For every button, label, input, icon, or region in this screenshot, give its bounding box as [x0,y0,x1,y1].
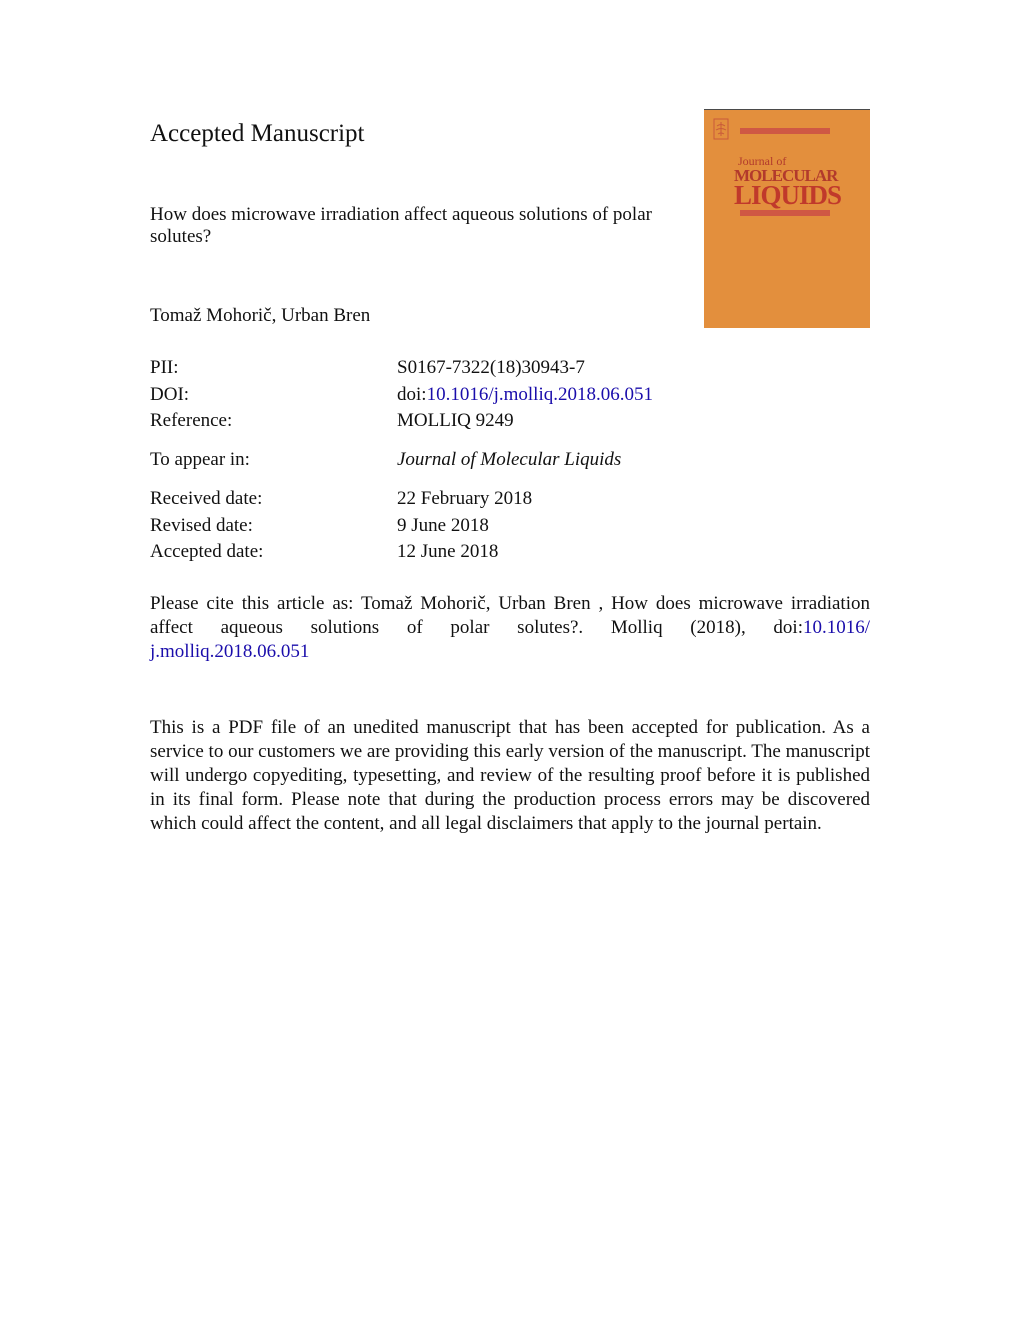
citation-line-1: Please cite this article as: Tomaž Mohorič, Urban Bren , How does microwave irradiation [150,593,870,614]
citation-line-2-text: affect aqueous solutions of polar solutes?. Molliq (2018), doi: [150,617,803,638]
journal-cover [704,109,870,328]
reference-value: MOLLIQ 9249 [397,410,514,431]
citation-line-3 [150,640,870,664]
disclaimer-paragraph: This is a PDF file of an unedited manuscript that has been accepted for publication. As a service to our customers we are providing this early version of the manuscript. The manuscript will undergo copyediting, typesetting, and review of the resulting proof before it is published in its final form. Please note that during the production process errors may be discovered which could affect the content, and all legal disclaimers that apply to the journal pertain. [150,717,870,834]
citation-doi-link-part2[interactable]: j.molliq.2018.06.051 [150,641,310,662]
doi-label: DOI: [150,384,190,405]
accepted-label: Accepted date: [150,541,264,562]
cover-bottom-bar [740,210,830,216]
cover-liquids: LIQUIDS [734,180,842,210]
citation-line-2 [150,616,870,640]
cover-journal-of: Journal of [738,154,787,168]
page-heading: Accepted Manuscript [150,120,365,147]
pii-value: S0167-7322(18)30943-7 [397,357,585,378]
article-title: How does microwave irradiation affect aqueous solutions of polar solutes? [150,204,652,247]
appear-value: Journal of Molecular Liquids [397,449,622,470]
publisher-logo-icon [713,118,729,140]
citation-doi-link-part1[interactable]: 10.1016/ [802,617,870,638]
doi-link[interactable]: 10.1016/j.molliq.2018.06.051 [426,384,653,405]
revised-label: Revised date: [150,515,253,536]
cover-molecular: MOLECULAR [734,166,838,185]
citation-block [150,592,870,664]
received-label: Received date: [150,488,263,509]
pii-label: PII: [150,357,179,378]
revised-value: 9 June 2018 [397,515,489,536]
doi-value [397,383,653,407]
received-value: 22 February 2018 [397,488,533,509]
doi-prefix: doi: [397,384,427,405]
reference-label: Reference: [150,410,233,431]
authors: Tomaž Mohorič, Urban Bren [150,305,371,326]
accepted-value: 12 June 2018 [397,541,499,562]
cover-top-bar [740,128,830,134]
appear-label: To appear in: [150,449,250,470]
